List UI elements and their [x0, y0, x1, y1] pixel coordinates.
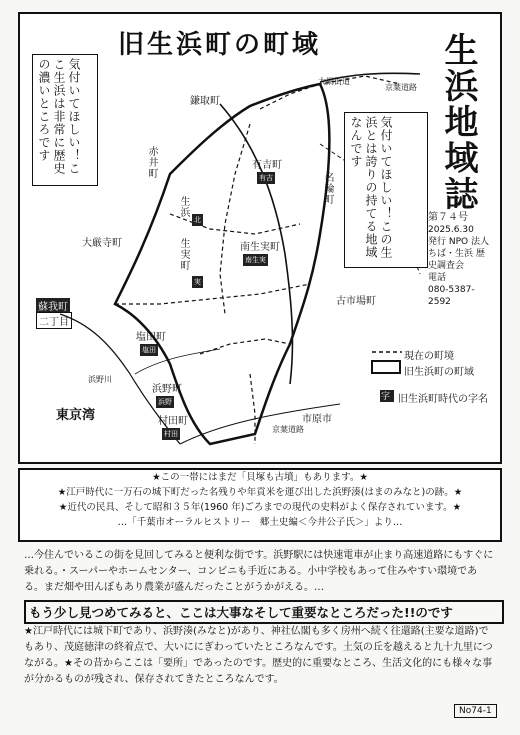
label-shioda: 塩田町	[136, 332, 166, 343]
label-soga: 蘇我町	[36, 298, 70, 313]
note-left: 気付いてほしい！ここ生浜は非常に歴史の濃いところです	[37, 58, 81, 175]
label-kamatori: 鎌取町	[190, 96, 220, 107]
label-oami-road: 大網街道	[318, 77, 350, 86]
label-meo: 名輪町	[322, 172, 333, 205]
label-minamimise: 南生実町	[240, 242, 280, 253]
facts-box	[18, 468, 502, 542]
fact-2: ★江戸時代に一万石の城下町だった名残りや年貢米を運び出した浜野湊(はまのみなと)の跡。★	[57, 487, 463, 498]
fact-1: ★この一帯にはまだ「貝塚も古墳」もあります。★	[152, 472, 368, 483]
page-number: No74-1	[454, 704, 497, 718]
fact-3: ★近代の民具、そして昭和３５年(1960 年)ごろまでの現代の史料がよく保存されています。★	[58, 502, 462, 513]
tag-mise: 実	[194, 278, 201, 286]
phone-label: 電話	[428, 273, 447, 283]
legend-old-names: 旧生浜町時代の字名	[398, 394, 488, 405]
label-murata: 村田町	[158, 416, 188, 427]
issue-date: 2025.6.30	[428, 225, 474, 235]
legend-box-char: 字	[381, 392, 391, 402]
label-tokyo-bay: 東京湾	[56, 408, 96, 423]
note-right: 気付いてほしい！この生浜とは誇りの持てる地域なんです	[349, 116, 393, 259]
body-paragraph-2: ★江戸時代には城下町であり、浜野湊(みなと)があり、神社仏閣も多く房州へ続く往還路(主要な道路)でもあり、茂庭徳津の終着点で、大いににぎわっていたところなんです。土気の丘を越えると九十九里につながる。★その昔からここは「要所」であったのです。歴史的に重要なところ、生活文化的にも様々な事が分かるものが残され、保存されてきたところなんです。	[24, 626, 493, 685]
label-akai: 赤井町	[146, 146, 157, 179]
tag-ariyoshi: 有吉	[259, 174, 273, 182]
tag-murata: 村田	[164, 430, 178, 438]
body-paragraph-1: …今住んでいるこの街を見回してみると便利な街です。浜野駅には快速電車が止まり高速道路にもすぐに乗れる。・スーパーやホームセンター、コンビニも手近にある。小中学校もあって住みやすい環境である。まだ畑や田んぼもあり農業が盛んだったことがうかがえる。…	[24, 550, 494, 593]
label-keiyo-road: 京葉道路	[385, 83, 417, 92]
publisher: 発行 NPO 法人 ちば・生浜 歴史調査会	[428, 237, 489, 271]
tag-minamimise: 南生実	[245, 256, 266, 264]
tag-shioda: 塩田	[142, 346, 156, 354]
masthead-title: 生浜地域誌	[438, 32, 478, 212]
label-nichome: 二丁目	[36, 312, 72, 329]
district-outline	[115, 84, 329, 444]
legend-current-border: 現在の町境	[404, 351, 454, 362]
fact-source: …「千葉市オーラルヒストリー 郷土史編＜今井公子氏＞」より…	[117, 517, 403, 528]
label-hamano: 浜野町	[152, 384, 182, 395]
legend-old-area: 旧生浜町の町域	[404, 367, 474, 378]
label-ikuhama: 生浜	[178, 196, 189, 218]
label-daiganji: 大厳寺町	[82, 238, 122, 249]
tag-hamano: 浜野	[158, 398, 172, 406]
tag-kita: 北	[194, 216, 201, 224]
issue-number: 第７４号	[428, 212, 468, 223]
label-ariyoshi: 有吉町	[252, 160, 282, 171]
label-mise: 生実町	[178, 238, 189, 271]
highlight-banner: もう少し見つめてみると、ここは大事なそして重要なところだった!!のです	[24, 600, 504, 624]
label-hamano-river: 浜野川	[88, 375, 112, 384]
label-furuichiba: 古市場町	[336, 296, 376, 307]
label-ichihara: 市原市	[302, 414, 332, 425]
phone-number: 080-5387-2592	[428, 285, 475, 307]
masthead-info	[428, 212, 490, 308]
map-title: 旧生浜町の町域	[118, 30, 322, 60]
label-keiyo-road-2: 京葉道路	[272, 425, 304, 434]
